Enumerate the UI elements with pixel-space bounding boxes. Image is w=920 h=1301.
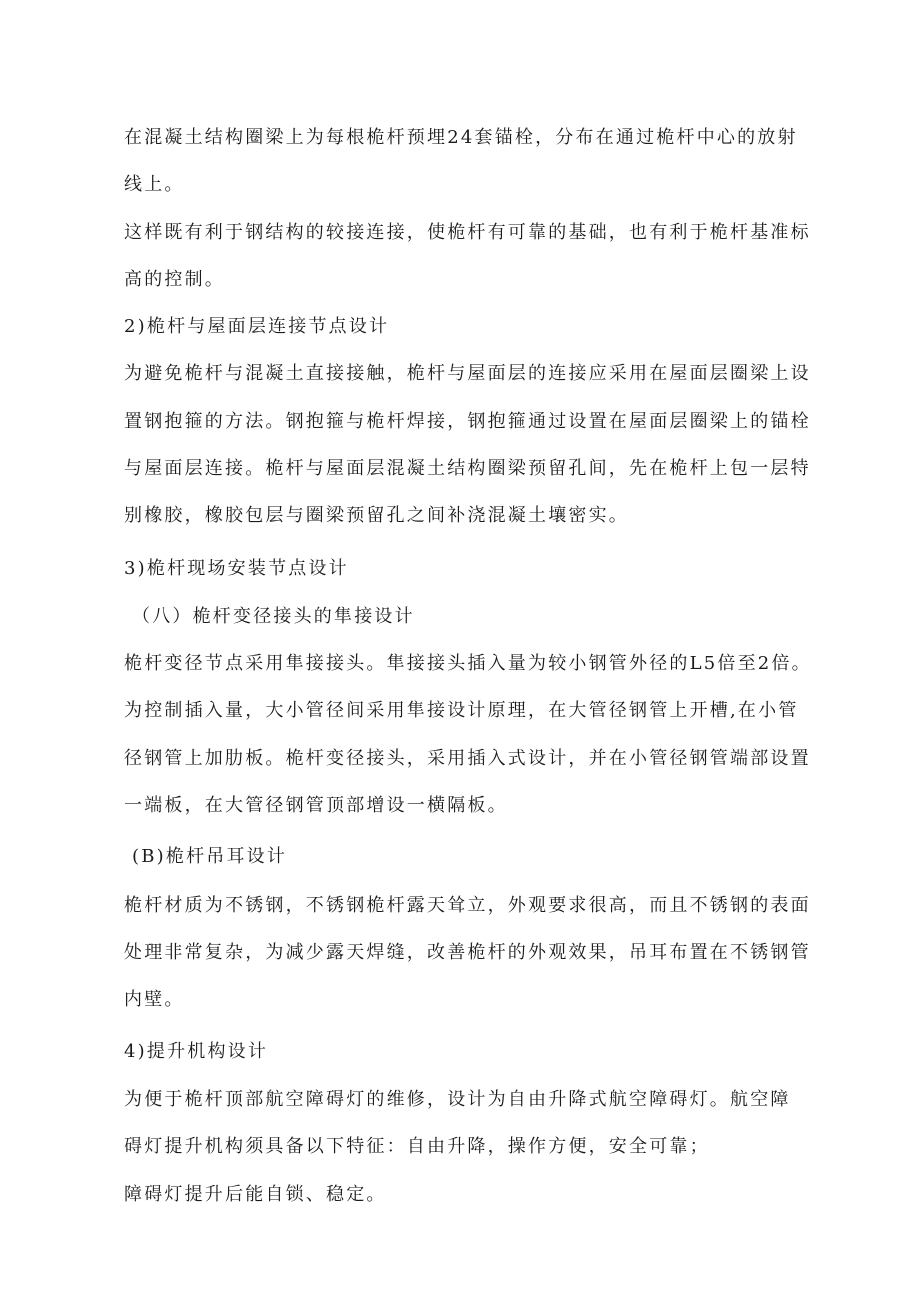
- paragraph-line: 径钢管上加肋板。桅杆变径接头，采用插入式设计，并在小管径钢管端部设置: [124, 748, 811, 769]
- section-heading: 2)桅杆与屋面层连接节点设计: [124, 316, 390, 337]
- paragraph-line: 为控制插入量，大小管径间采用隼接设计原理，在大管径钢管上开槽,在小管: [124, 700, 799, 721]
- paragraph-line: 别橡胶，橡胶包层与圈梁预留孔之间补浇混凝土壤密实。: [124, 505, 629, 526]
- paragraph-line: 这样既有利于钢结构的较接连接，使桅杆有可靠的基础，也有利于桅杆基准标: [124, 222, 811, 243]
- paragraph-line: 高的控制。: [124, 269, 225, 290]
- paragraph-line: 碍灯提升机构须具备以下特征：自由升降，操作方便，安全可靠；: [124, 1136, 710, 1157]
- paragraph-line: 一端板，在大管径钢管顶部增设一横隔板。: [124, 795, 508, 816]
- paragraph-line: 桅杆变径节点采用隼接接头。隼接接头插入量为较小钢管外径的L5倍至2倍。: [124, 653, 812, 674]
- paragraph-line: 处理非常复杂，为减少露天焊缝，改善桅杆的外观效果，吊耳布置在不锈钢管: [124, 942, 811, 963]
- paragraph-line: 线上。: [124, 174, 185, 195]
- paragraph-line: 置钢抱箍的方法。钢抱箍与桅杆焊接，钢抱箍通过设置在屋面层圈梁上的锚栓: [124, 411, 811, 432]
- paragraph-line: 内壁。: [124, 989, 185, 1010]
- paragraph-line: 桅杆材质为不锈钢，不锈钢桅杆露天耸立，外观要求很高，而且不锈钢的表面: [124, 895, 811, 916]
- section-heading: 3)桅杆现场安装节点设计: [124, 558, 349, 579]
- section-heading: (B)桅杆吊耳设计: [132, 846, 288, 867]
- paragraph-line: 为便于桅杆顶部航空障碍灯的维修，设计为自由升降式航空障碍灯。航空障: [124, 1089, 791, 1110]
- section-heading: 4)提升机构设计: [124, 1041, 269, 1062]
- section-heading: （八）桅杆变径接头的隼接设计: [132, 606, 415, 627]
- paragraph-line: 为避免桅杆与混凝土直接接触，桅杆与屋面层的连接应采用在屋面层圈梁上设: [124, 363, 811, 384]
- paragraph-line: 障碍灯提升后能自锁、稳定。: [124, 1184, 387, 1205]
- paragraph-line: 在混凝土结构圈梁上为每根桅杆预埋24套锚栓，分布在通过桅杆中心的放射: [124, 127, 798, 148]
- paragraph-line: 与屋面层连接。桅杆与屋面层混凝土结构圈梁预留孔间，先在桅杆上包一层特: [124, 458, 811, 479]
